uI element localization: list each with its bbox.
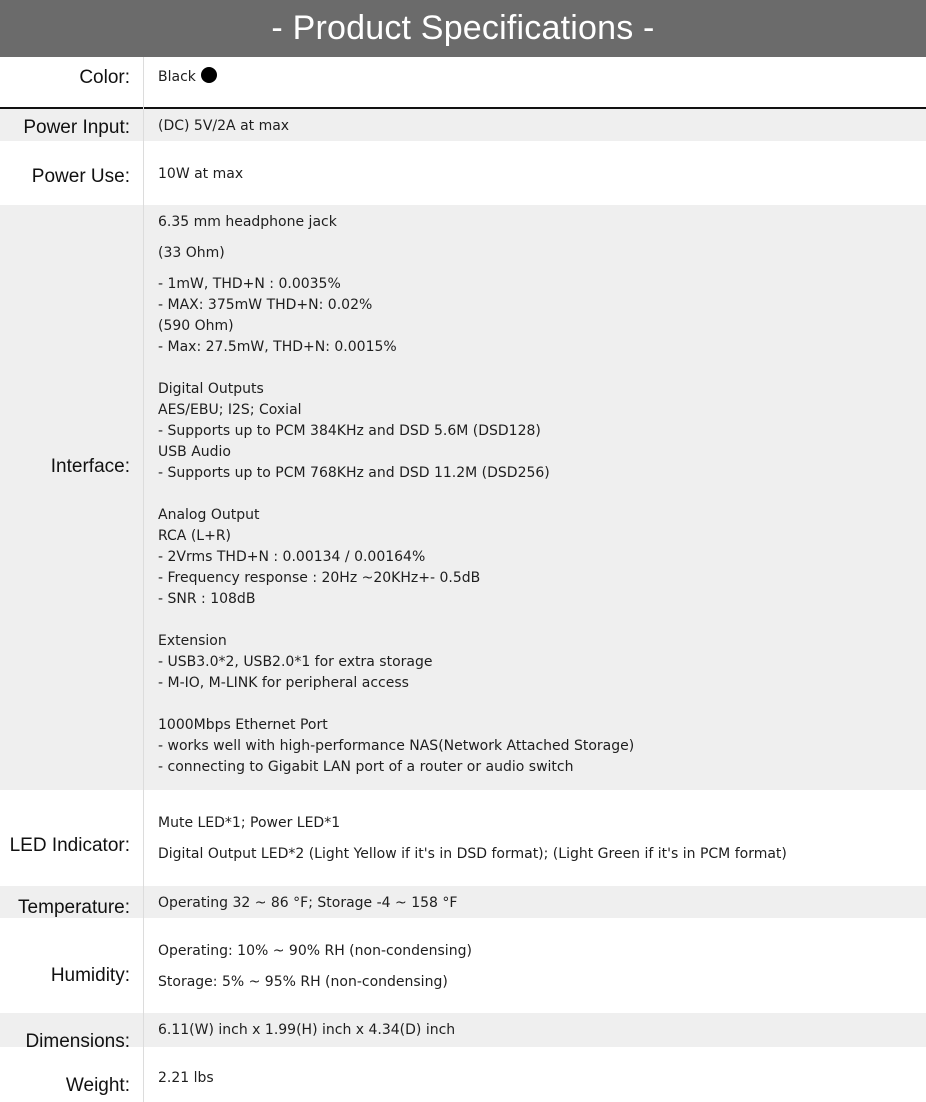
- interface-line: - Frequency response : 20Hz ~20KHz+- 0.5dB: [158, 570, 481, 586]
- interface-line: [158, 610, 916, 631]
- interface-line: - works well with high-performance NAS(Network Attached Storage): [158, 738, 635, 754]
- interface-line: - Supports up to PCM 384KHz and DSD 5.6M (DSD128): [158, 423, 541, 439]
- interface-line: [158, 694, 916, 715]
- led-indicator-value-2: Digital Output LED*2 (Light Yellow if it's in DSD format); (Light Green if it's in PCM format): [158, 846, 787, 862]
- interface-line: - Max: 27.5mW, THD+N: 0.0015%: [158, 339, 397, 355]
- interface-line: RCA (L+R): [158, 528, 232, 544]
- interface-line: [158, 358, 916, 379]
- color-value-text: Black: [158, 69, 196, 85]
- interface-line: Digital Outputs: [158, 381, 264, 397]
- interface-line: AES/EBU; I2S; Coxial: [158, 402, 302, 418]
- interface-line: 1000Mbps Ethernet Port: [158, 717, 328, 733]
- interface-label: Interface:: [50, 456, 130, 477]
- humidity-value-1: Operating: 10% ~ 90% RH (non-condensing): [158, 943, 472, 959]
- weight-value: 2.21 lbs: [158, 1070, 214, 1086]
- interface-line: - SNR : 108dB: [158, 591, 256, 607]
- interface-line: (590 Ohm): [158, 318, 234, 334]
- color-value: [158, 67, 916, 88]
- interface-value: [158, 212, 916, 778]
- black-color-swatch-icon: [201, 67, 217, 83]
- humidity-value-2: Storage: 5% ~ 95% RH (non-condensing): [158, 974, 448, 990]
- page-title: - Product Specifications -: [0, 0, 926, 57]
- interface-line: (33 Ohm): [158, 245, 225, 261]
- led-indicator-label: LED Indicator:: [9, 835, 130, 856]
- interface-line: - connecting to Gigabit LAN port of a router or audio switch: [158, 759, 574, 775]
- interface-line: - 1mW, THD+N : 0.0035%: [158, 276, 341, 292]
- temperature-label: Temperature:: [18, 897, 130, 918]
- interface-line: - MAX: 375mW THD+N: 0.02%: [158, 297, 373, 313]
- interface-line: - USB3.0*2, USB2.0*1 for extra storage: [158, 654, 433, 670]
- weight-label: Weight:: [65, 1075, 130, 1096]
- interface-line: 6.35 mm headphone jack: [158, 214, 337, 230]
- interface-line: Analog Output: [158, 507, 260, 523]
- spec-row-led-indicator: [0, 790, 926, 886]
- interface-line: USB Audio: [158, 444, 231, 460]
- spec-row-humidity: [0, 918, 926, 1013]
- humidity-label: Humidity:: [50, 965, 130, 986]
- power-use-label: Power Use:: [31, 166, 130, 187]
- dimensions-value: 6.11(W) inch x 1.99(H) inch x 4.34(D) inch: [158, 1022, 456, 1038]
- color-label: Color:: [79, 67, 130, 88]
- column-divider: [143, 57, 144, 1102]
- interface-line: - Supports up to PCM 768KHz and DSD 11.2M (DSD256): [158, 465, 550, 481]
- power-input-label: Power Input:: [23, 117, 130, 138]
- dimensions-label: Dimensions:: [25, 1031, 130, 1052]
- power-input-value: (DC) 5V/2A at max: [158, 118, 290, 134]
- interface-line: - 2Vrms THD+N : 0.00134 / 0.00164%: [158, 549, 426, 565]
- power-use-value: 10W at max: [158, 166, 244, 182]
- temperature-value: Operating 32 ~ 86 °F; Storage -4 ~ 158 °F: [158, 895, 458, 911]
- led-indicator-value-1: Mute LED*1; Power LED*1: [158, 815, 341, 831]
- interface-line: Extension: [158, 633, 227, 649]
- interface-line: [158, 484, 916, 505]
- interface-line: - M-IO, M-LINK for peripheral access: [158, 675, 409, 691]
